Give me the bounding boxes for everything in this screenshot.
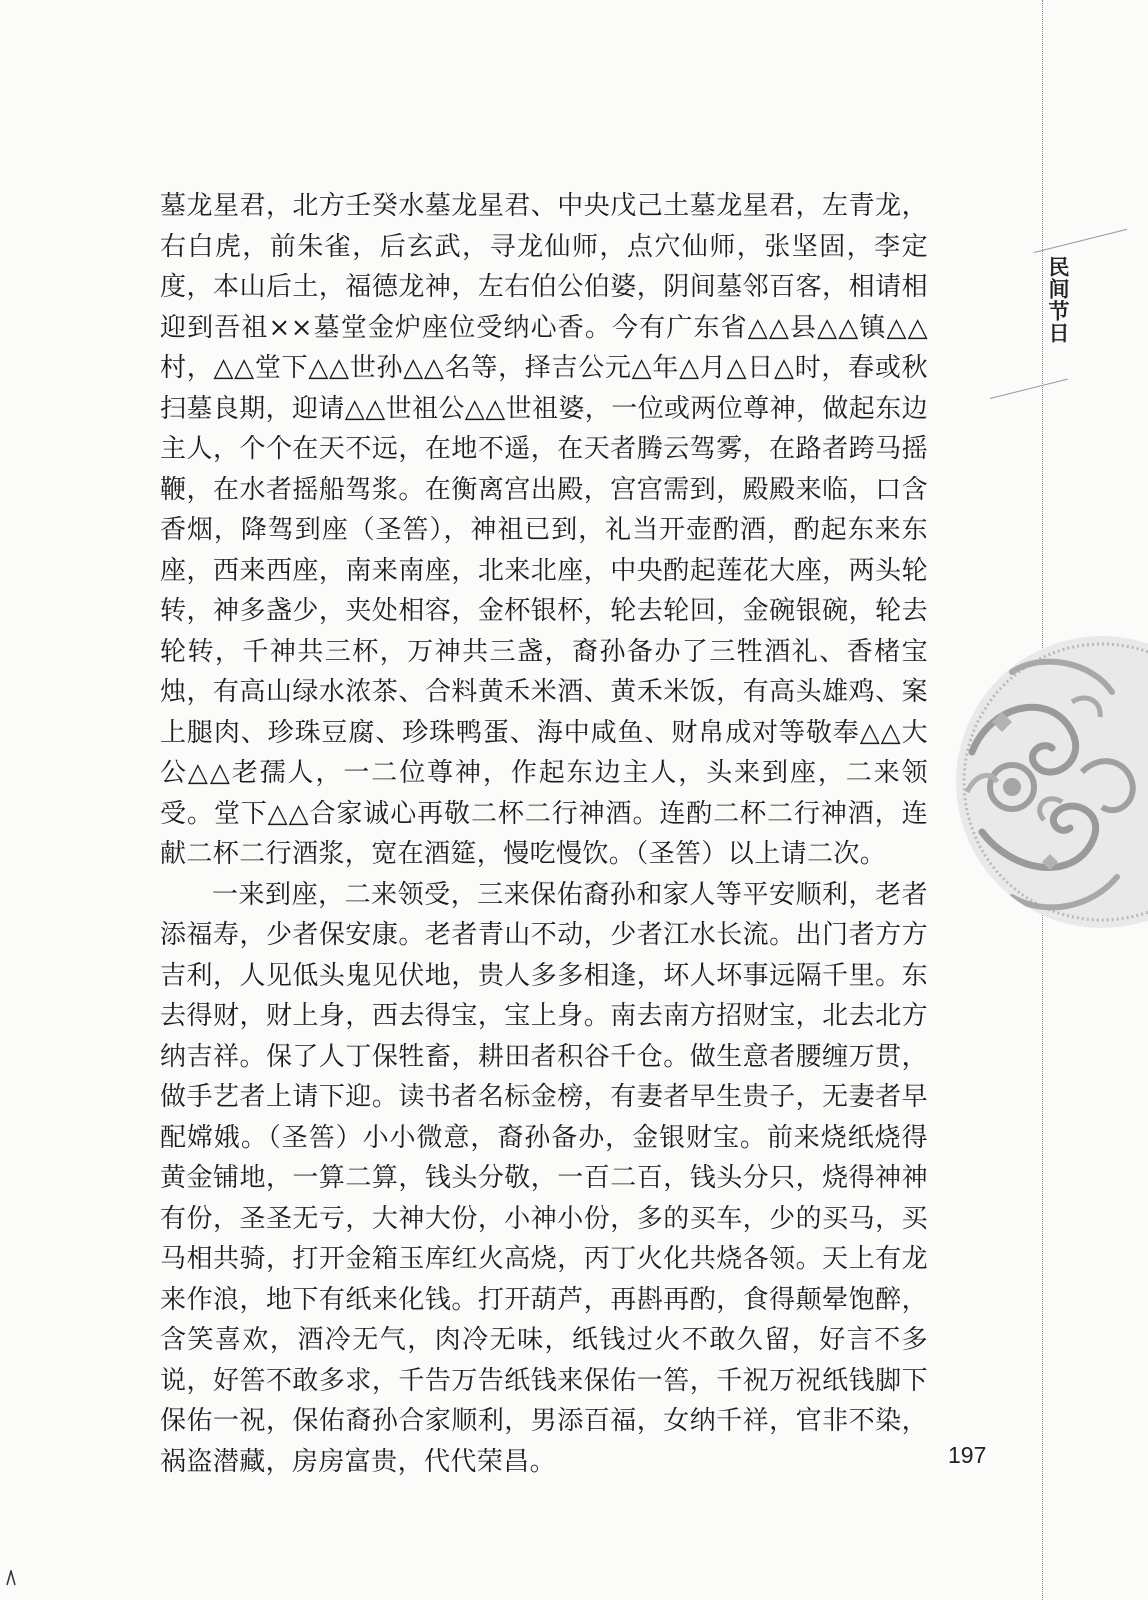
body-text <box>160 186 928 1482</box>
section-tab <box>1040 256 1078 378</box>
page-number: 197 <box>948 1442 987 1468</box>
section-tab-bottom-rule <box>990 379 1068 399</box>
section-tab-top-rule <box>1034 229 1127 253</box>
cloud-scroll-medallion-icon <box>952 632 1148 932</box>
paragraph-2: 一来到座，二来领受，三来保佑裔孙和家人等平安顺利，老者添福寿，少者保安康。老者青山不动，少者江水长流。出门者方方吉利，人见低头鬼见伏地，贵人多多相逢，坏人坏事远隔千里。东去得财，财上身，西去得宝，宝上身。南去南方招财宝，北去北方纳吉祥。保了人丁保牲畜，耕田者积谷千仓。做生意者腰缠万贯，做手艺者上请下迎。读书者名标金榜，有妻者早生贵子，无妻者早配嫦娥。（圣筶）小小微意，裔孙备办，金银财宝。前来烧纸烧得黄金铺地，一算二算，钱头分敬，一百二百，钱头分只，烧得神神有份，圣圣无亏，大神大份，小神小份，多的买车，少的买马，买马相共骑，打开金箱玉库红火高烧，丙丁火化共烧各领。天上有龙来作浪，地下有纸来化钱。打开葫芦，再斟再酌，食得颠晕饱醉，含笑喜欢，酒冷无气，肉冷无味，纸钱过火不敢久留，好言不多说，好筶不敢多求，千告万告纸钱来保佑一筶，千祝万祝纸钱脚下保佑一祝，保佑裔孙合家顺利，男添百福，女纳千祥，官非不染，祸盗潜藏，房房富贵，代代荣昌。 <box>160 879 928 1477</box>
paragraph-1: 墓龙星君，北方壬癸水墓龙星君、中央戊己土墓龙星君，左青龙，右白虎，前朱雀，后玄武，寻龙仙师，点穴仙师，张坚固，李定度，本山后土，福德龙神，左右伯公伯婆，阴间墓邻百客，相请相迎到吾祖××墓堂金炉座位受纳心香。今有广东省△△县△△镇△△村，△△堂下△△世孙△△名等，择吉公元△年△月△日△时，春或秋扫墓良期，迎请△△世祖公△△世祖婆，一位或两位尊神，做起东边主人，个个在天不远，在地不遥，在天者腾云驾雾，在路者跨马摇鞭，在水者摇船驾浆。在衡离宫出殿，宫宫需到，殿殿来临，口含香烟，降驾到座（圣筶），神祖已到，礼当开壶酌酒，酌起东来东座，西来西座，南来南座，北来北座，中央酌起莲花大座，两头轮转，神多盏少，夹处相容，金杯银杯，轮去轮回，金碗银碗，轮去轮转，千神共三杯，万神共三盏，裔孙备办了三牲酒礼、香楮宝烛，有高山绿水浓茶、合料黄禾米酒、黄禾米饭，有高头雄鸡、案上腿肉、珍珠豆腐、珍珠鸭蛋、海中咸鱼、财帛成对等敬奉△△大公△△老孺人，一二位尊神，作起东边主人，头来到座，二来领受。堂下△△合家诚心再敬二杯二行神酒。连酌二杯二行神酒，连献二杯二行酒浆，宽在酒筵，慢吃慢饮。（圣筶）以上请二次。 <box>160 191 928 869</box>
section-title: 民间节日 <box>1046 256 1070 344</box>
corner-mark-icon <box>6 1570 16 1586</box>
